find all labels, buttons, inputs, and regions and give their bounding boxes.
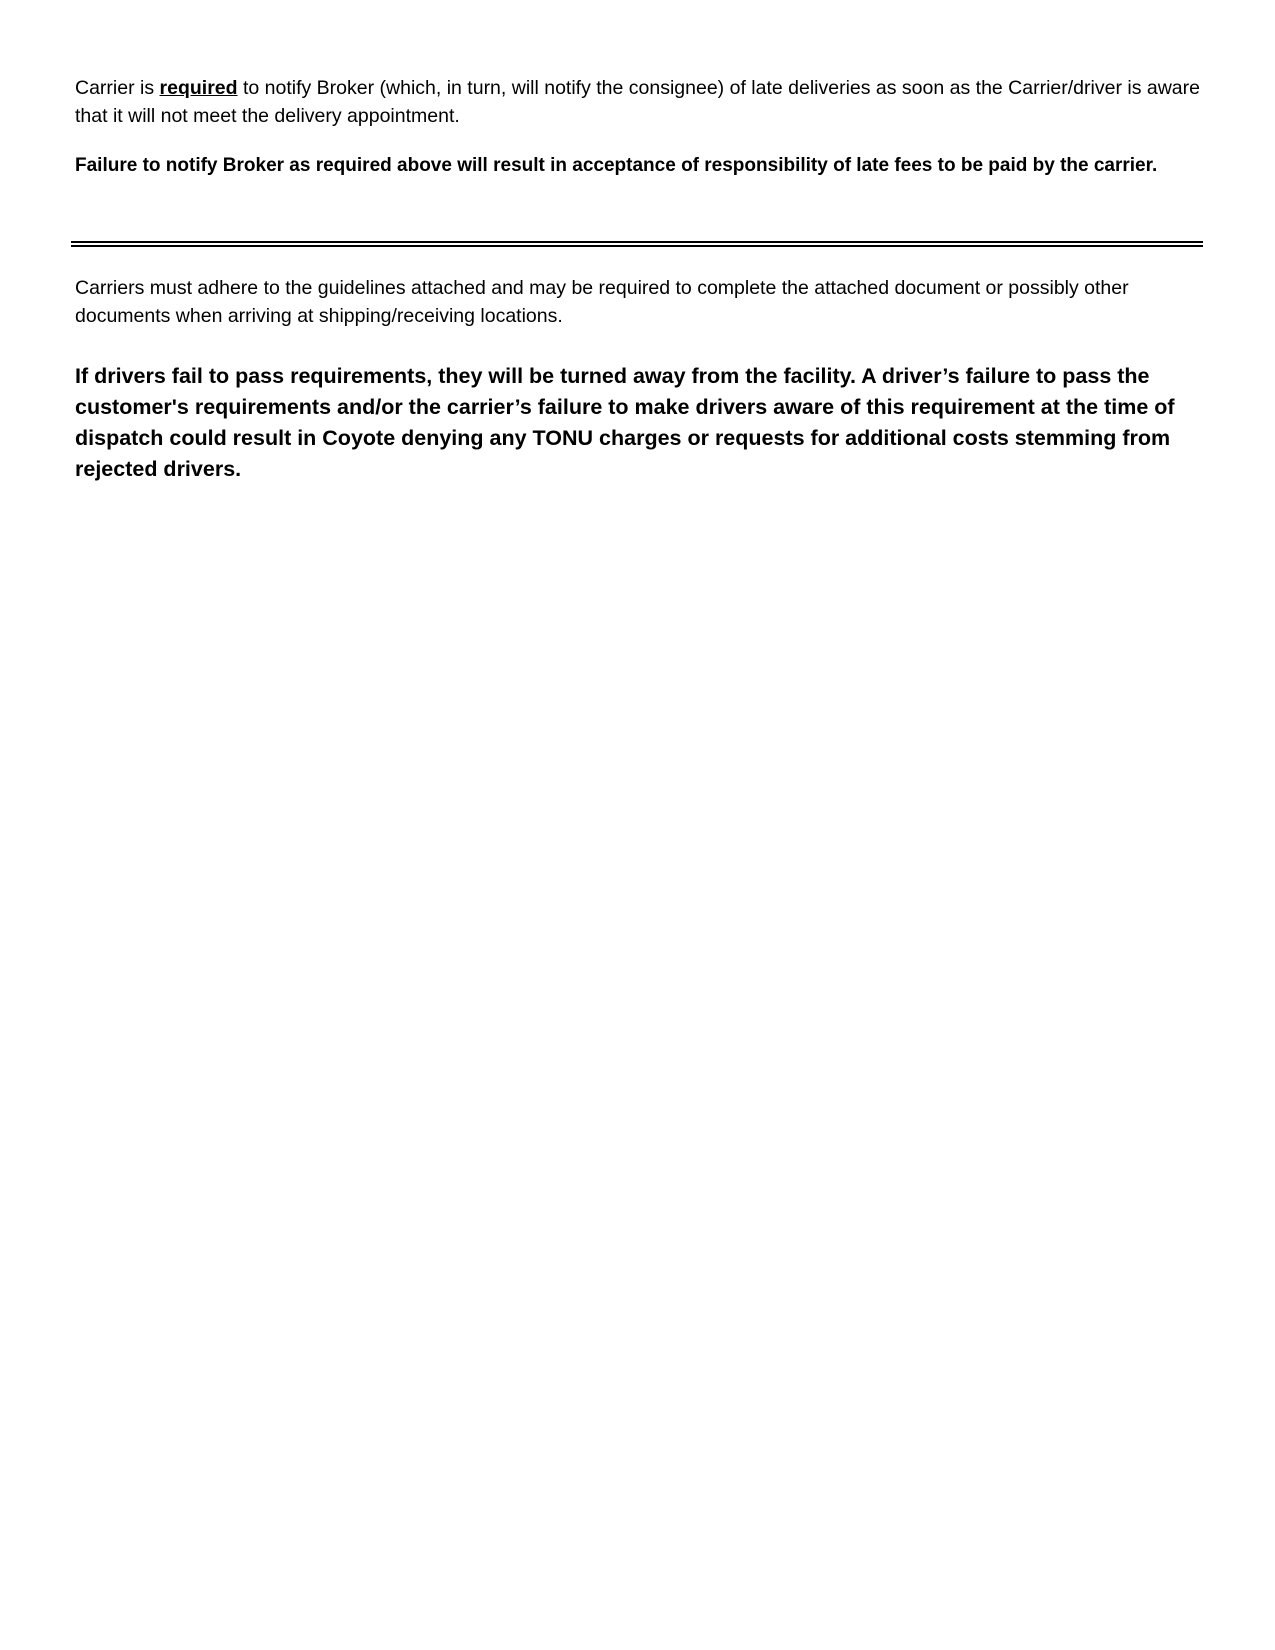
- required-emphasis: required: [159, 77, 238, 99]
- double-divider-top: [71, 241, 1203, 243]
- notice-text-start: Carrier is: [75, 77, 160, 99]
- notice-text-end: to notify Broker (which, in turn, will notify the consignee) of late deliveries as soon as the Carrier/driver is aware that it will not meet the delivery appointment.: [75, 77, 1200, 127]
- guidelines-paragraph: Carriers must adhere to the guidelines attached and may be required to complete the attached document or possibly other documents when arriving at shipping/receiving locations.: [75, 277, 1129, 327]
- late-delivery-notice: [75, 74, 1215, 130]
- failure-notice: Failure to notify Broker as required above will result in acceptance of responsibility of late fees to be paid by the carrier.: [75, 155, 1158, 176]
- driver-requirements-paragraph: If drivers fail to pass requirements, they will be turned away from the facility. A driver’s failure to pass the customer's requirements and/or the carrier’s failure to make drivers aware of this requirement at the time of dispatch could result in Coyote denying any TONU charges or requests for additional costs stemming from rejected drivers.: [75, 364, 1175, 481]
- double-divider-bottom: [71, 245, 1203, 247]
